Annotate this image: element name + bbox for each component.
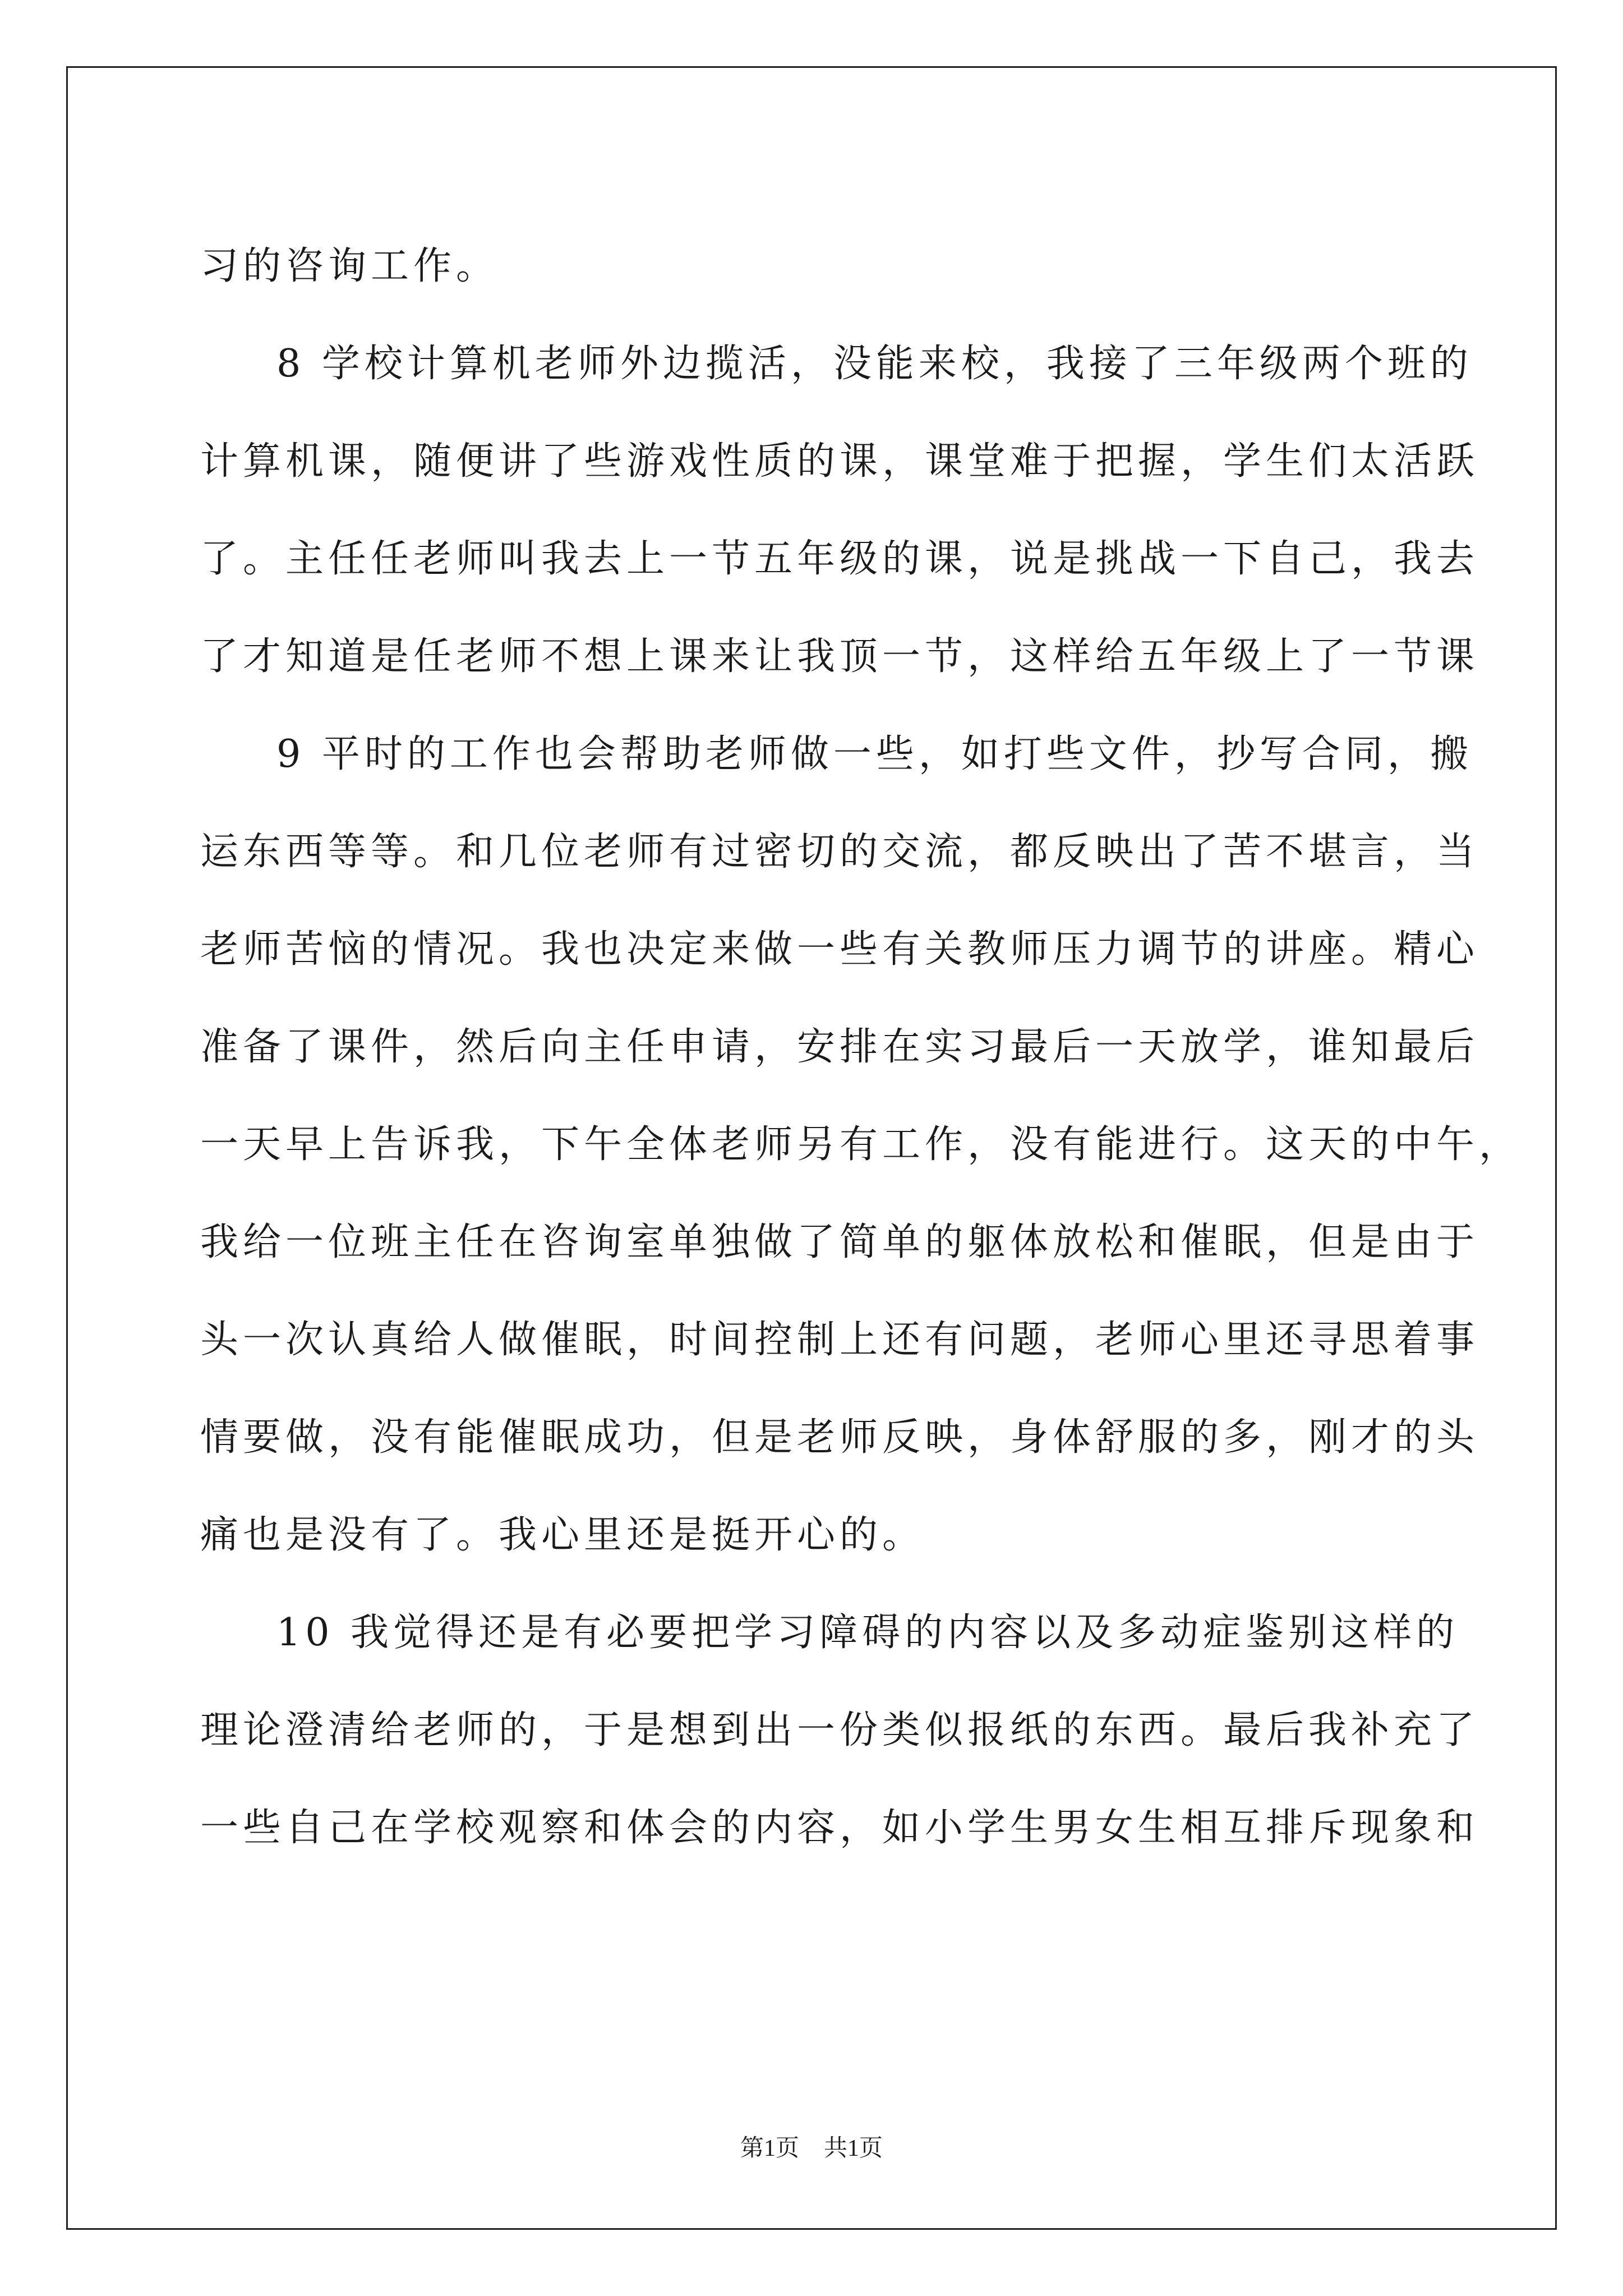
text-line: 我给一位班主任在咨询室单独做了简单的躯体放松和催眠，但是由于 <box>200 1220 1479 1264</box>
page-footer <box>0 2132 1623 2165</box>
page-total: 共1页 <box>824 2136 883 2161</box>
text-line: 运东西等等。和几位老师有过密切的交流，都反映出了苦不堪言，当 <box>200 830 1479 874</box>
text-line: 了。主任任老师叫我去上一节五年级的课，说是挑战一下自己，我去 <box>200 537 1479 581</box>
text-line: 头一次认真给人做催眠，时间控制上还有问题，老师心里还寻思着事 <box>200 1318 1479 1362</box>
document-body <box>200 218 1522 1877</box>
paragraph-10-line: 10 我觉得还是有必要把学习障碍的内容以及多动症鉴别这样的 <box>276 1611 1459 1655</box>
paragraph-9-line: 9 平时的工作也会帮助老师做一些，如打些文件，抄写合同，搬 <box>276 732 1473 776</box>
text-line: 了才知道是任老师不想上课来让我顶一节，这样给五年级上了一节课 <box>200 634 1479 679</box>
text-line: 情要做，没有能催眠成功，但是老师反映，身体舒服的多，刚才的头 <box>200 1415 1479 1460</box>
text-line: 一天早上告诉我，下午全体老师另有工作，没有能进行。这天的中午， <box>200 1122 1522 1167</box>
text-line: 老师苦恼的情况。我也决定来做一些有关教师压力调节的讲座。精心 <box>200 927 1479 972</box>
text-line: 准备了课件，然后向主任申请，安排在实习最后一天放学，谁知最后 <box>200 1025 1479 1069</box>
page-number: 第1页 <box>740 2136 799 2161</box>
text-line: 痛也是没有了。我心里还是挺开心的。 <box>200 1513 925 1557</box>
paragraph-8-line: 8 学校计算机老师外边揽活，没能来校，我接了三年级两个班的 <box>276 342 1473 386</box>
text-line: 一些自己在学校观察和体会的内容，如小学生男女生相互排斥现象和 <box>200 1806 1479 1850</box>
text-line: 习的咨询工作。 <box>200 244 499 288</box>
text-line: 计算机课，随便讲了些游戏性质的课，课堂难于把握，学生们太活跃 <box>200 439 1479 484</box>
text-line: 理论澄清给老师的，于是想到出一份类似报纸的东西。最后我补充了 <box>200 1708 1479 1752</box>
